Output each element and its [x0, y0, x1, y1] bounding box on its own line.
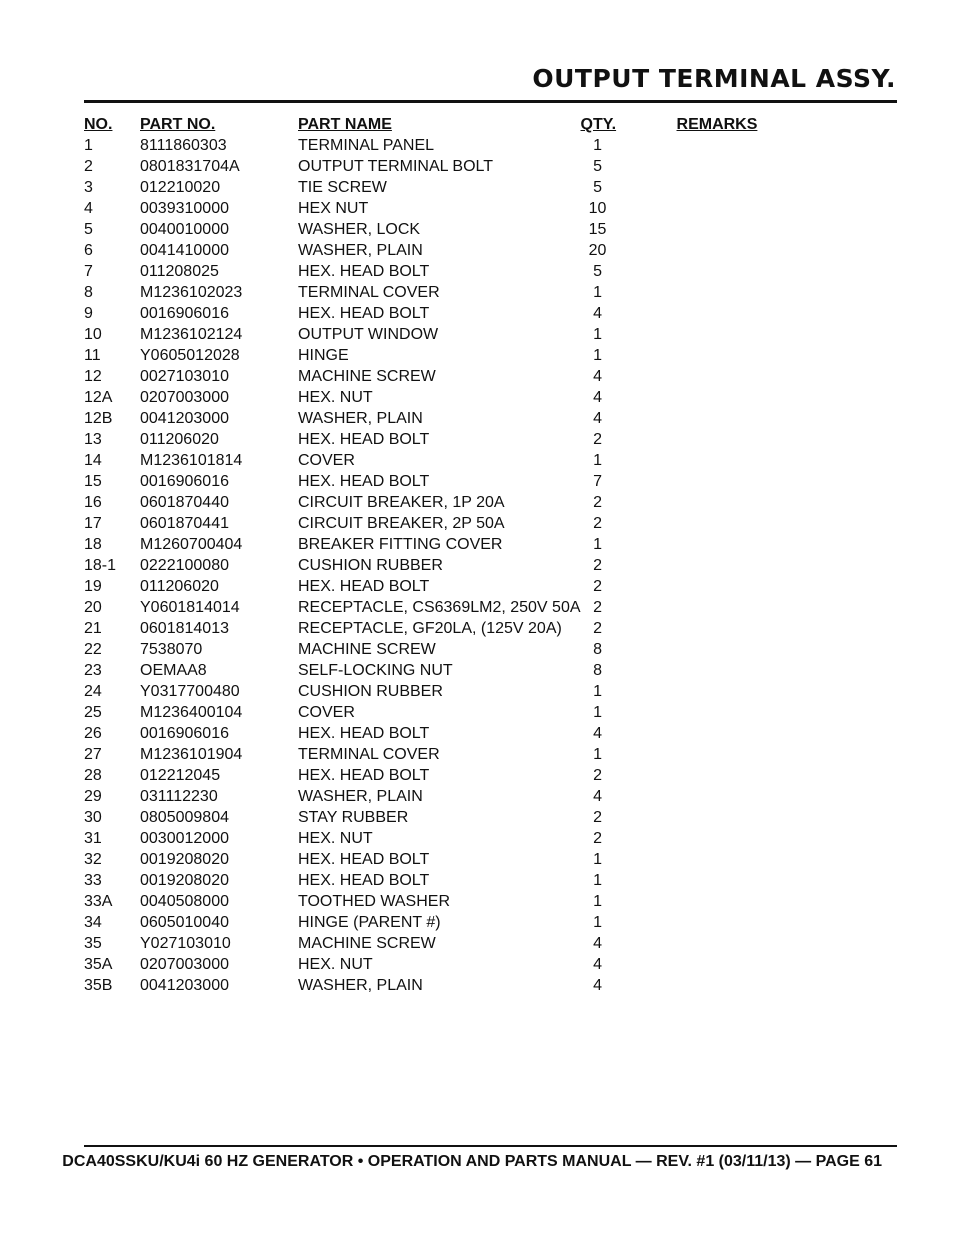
part-number-cell: 0040010000 [140, 221, 229, 238]
remarks-cell [677, 618, 797, 639]
table-row [84, 576, 797, 597]
part-name-cell: TERMINAL COVER [298, 746, 440, 763]
part-no-cell: 35A [84, 956, 113, 973]
table-row [84, 618, 797, 639]
remarks-cell [677, 303, 797, 324]
part-number-cell: 012212045 [140, 767, 221, 784]
table-row [84, 891, 797, 912]
parts-table [84, 114, 797, 996]
part-number-cell: 8111860303 [140, 137, 227, 154]
part-number-cell: 0016906016 [140, 305, 229, 322]
table-row [84, 513, 797, 534]
remarks-cell [677, 681, 797, 702]
qty-cell [581, 387, 677, 408]
remarks-cell [677, 576, 797, 597]
part-number-cell: M1236101904 [140, 746, 243, 763]
table-row [84, 240, 797, 261]
part-number-cell: 0207003000 [140, 389, 229, 406]
part-number-cell: 0207003000 [140, 956, 229, 973]
table-row [84, 933, 797, 954]
qty-value: 1 [593, 893, 602, 910]
qty-value: 15 [588, 221, 607, 238]
part-number-cell: 0805009804 [140, 809, 229, 826]
table-row [84, 429, 797, 450]
table-row [84, 807, 797, 828]
part-no-cell: 26 [84, 725, 102, 742]
part-number-cell: 0801831704A [140, 158, 240, 175]
part-number-cell: 0016906016 [140, 725, 229, 742]
part-no-cell: 3 [84, 179, 93, 196]
qty-cell [581, 513, 677, 534]
qty-value: 1 [593, 683, 602, 700]
part-name-cell: RECEPTACLE, GF20LA, (125V 20A) [298, 620, 562, 637]
remarks-cell [677, 282, 797, 303]
remarks-cell [677, 891, 797, 912]
remarks-cell [677, 975, 797, 996]
qty-value: 1 [593, 536, 602, 553]
part-name-cell: HEX. HEAD BOLT [298, 473, 430, 490]
part-no-cell: 9 [84, 305, 93, 322]
qty-value: 1 [593, 746, 602, 763]
table-row [84, 681, 797, 702]
part-number-cell: 0016906016 [140, 473, 229, 490]
remarks-cell [677, 597, 797, 618]
part-number-cell: 0041203000 [140, 410, 229, 427]
remarks-cell [677, 345, 797, 366]
part-no-cell: 35 [84, 935, 102, 952]
part-number-cell: 011206020 [140, 578, 219, 595]
parts-table-body [84, 135, 797, 996]
part-name-cell: WASHER, LOCK [298, 221, 421, 238]
remarks-cell [677, 723, 797, 744]
part-no-cell: 24 [84, 683, 102, 700]
table-row [84, 198, 797, 219]
qty-cell [581, 471, 677, 492]
part-name-cell: HEX. HEAD BOLT [298, 872, 430, 889]
part-no-cell: 22 [84, 641, 102, 658]
part-no-cell: 5 [84, 221, 93, 238]
table-row [84, 219, 797, 240]
qty-value: 4 [593, 977, 602, 994]
part-no-cell: 25 [84, 704, 102, 721]
header-qty: QTY. [580, 116, 617, 133]
part-no-cell: 12A [84, 389, 113, 406]
table-row [84, 366, 797, 387]
qty-cell [581, 555, 677, 576]
remarks-cell [677, 135, 797, 156]
part-no-cell: 12B [84, 410, 113, 427]
remarks-cell [677, 219, 797, 240]
qty-cell [581, 849, 677, 870]
part-number-cell: 0027103010 [140, 368, 229, 385]
header-part-name: PART NAME [298, 116, 392, 133]
part-name-cell: CIRCUIT BREAKER, 2P 50A [298, 515, 505, 532]
part-name-cell: HEX. NUT [298, 389, 373, 406]
qty-cell [581, 156, 677, 177]
qty-value: 1 [593, 137, 602, 154]
part-no-cell: 28 [84, 767, 102, 784]
qty-cell [581, 681, 677, 702]
qty-cell [581, 807, 677, 828]
part-name-cell: TIE SCREW [298, 179, 387, 196]
part-no-cell: 2 [84, 158, 93, 175]
part-name-cell: WASHER, PLAIN [298, 410, 423, 427]
qty-value: 2 [593, 578, 602, 595]
qty-cell [581, 891, 677, 912]
part-no-cell: 7 [84, 263, 93, 280]
part-name-cell: OUTPUT WINDOW [298, 326, 439, 343]
part-name-cell: HEX. NUT [298, 956, 373, 973]
qty-cell [581, 240, 677, 261]
table-row [84, 324, 797, 345]
remarks-cell [677, 177, 797, 198]
qty-cell [581, 933, 677, 954]
remarks-cell [677, 492, 797, 513]
qty-value: 1 [593, 704, 602, 721]
part-name-cell: MACHINE SCREW [298, 935, 436, 952]
remarks-cell [677, 240, 797, 261]
table-row [84, 555, 797, 576]
part-name-cell: HEX. HEAD BOLT [298, 767, 430, 784]
part-name-cell: HEX. HEAD BOLT [298, 578, 430, 595]
qty-cell [581, 135, 677, 156]
part-no-cell: 12 [84, 368, 102, 385]
qty-cell [581, 975, 677, 996]
qty-value: 4 [593, 410, 602, 427]
qty-cell [581, 660, 677, 681]
table-row [84, 177, 797, 198]
part-number-cell: 0601870441 [140, 515, 229, 532]
qty-cell [581, 954, 677, 975]
qty-cell [581, 408, 677, 429]
qty-value: 1 [593, 452, 602, 469]
part-no-cell: 35B [84, 977, 113, 994]
part-no-cell: 31 [84, 830, 102, 847]
part-name-cell: HEX. HEAD BOLT [298, 725, 430, 742]
qty-cell [581, 597, 677, 618]
part-no-cell: 29 [84, 788, 102, 805]
qty-value: 1 [593, 284, 602, 301]
table-row [84, 639, 797, 660]
qty-value: 8 [593, 641, 602, 658]
part-number-cell: 0041203000 [140, 977, 229, 994]
table-row [84, 870, 797, 891]
table-row [84, 660, 797, 681]
part-no-cell: 16 [84, 494, 102, 511]
table-row [84, 954, 797, 975]
remarks-cell [677, 954, 797, 975]
qty-value: 2 [593, 767, 602, 784]
qty-value: 8 [593, 662, 602, 679]
qty-value: 4 [593, 368, 602, 385]
qty-cell [581, 765, 677, 786]
table-row [84, 282, 797, 303]
table-row [84, 156, 797, 177]
header-remarks: REMARKS [676, 116, 758, 133]
table-row [84, 450, 797, 471]
qty-value: 1 [593, 914, 602, 931]
part-number-cell: 0040508000 [140, 893, 229, 910]
footer-rule [84, 1145, 897, 1147]
qty-value: 2 [593, 557, 602, 574]
qty-value: 1 [593, 851, 602, 868]
part-number-cell: M1260700404 [140, 536, 243, 553]
qty-cell [581, 912, 677, 933]
part-no-cell: 27 [84, 746, 102, 763]
remarks-cell [677, 849, 797, 870]
qty-value: 2 [593, 599, 602, 616]
part-number-cell: 011208025 [140, 263, 219, 280]
table-row [84, 471, 797, 492]
qty-cell [581, 177, 677, 198]
part-name-cell: TOOTHED WASHER [298, 893, 451, 910]
table-row [84, 387, 797, 408]
qty-value: 4 [593, 788, 602, 805]
part-name-cell: OUTPUT TERMINAL BOLT [298, 158, 493, 175]
part-name-cell: WASHER, PLAIN [298, 977, 423, 994]
qty-value: 2 [593, 515, 602, 532]
table-row [84, 723, 797, 744]
header-no: NO. [84, 116, 113, 133]
qty-value: 2 [593, 620, 602, 637]
remarks-cell [677, 471, 797, 492]
qty-cell [581, 702, 677, 723]
table-row [84, 849, 797, 870]
part-no-cell: 23 [84, 662, 102, 679]
part-no-cell: 30 [84, 809, 102, 826]
part-name-cell: RECEPTACLE, CS6369LM2, 250V 50A [298, 599, 581, 616]
part-number-cell: 0222100080 [140, 557, 229, 574]
part-no-cell: 1 [84, 137, 93, 154]
qty-cell [581, 870, 677, 891]
part-name-cell: TERMINAL PANEL [298, 137, 435, 154]
qty-value: 4 [593, 935, 602, 952]
remarks-cell [677, 198, 797, 219]
remarks-cell [677, 933, 797, 954]
part-name-cell: CUSHION RUBBER [298, 557, 443, 574]
remarks-cell [677, 786, 797, 807]
remarks-cell [677, 870, 797, 891]
part-name-cell: HEX. HEAD BOLT [298, 263, 430, 280]
qty-value: 4 [593, 956, 602, 973]
table-row [84, 534, 797, 555]
part-number-cell: M1236102023 [140, 284, 243, 301]
part-number-cell: Y0317700480 [140, 683, 240, 700]
part-no-cell: 8 [84, 284, 93, 301]
remarks-cell [677, 765, 797, 786]
table-row [84, 786, 797, 807]
table-row [84, 408, 797, 429]
part-number-cell: Y027103010 [140, 935, 231, 952]
qty-cell [581, 492, 677, 513]
part-name-cell: COVER [298, 452, 355, 469]
qty-cell [581, 198, 677, 219]
table-row [84, 261, 797, 282]
part-number-cell: 0030012000 [140, 830, 229, 847]
part-name-cell: HEX. HEAD BOLT [298, 431, 430, 448]
qty-value: 20 [588, 242, 607, 259]
qty-cell [581, 534, 677, 555]
part-name-cell: MACHINE SCREW [298, 641, 436, 658]
part-no-cell: 32 [84, 851, 102, 868]
part-name-cell: HEX. HEAD BOLT [298, 851, 430, 868]
part-number-cell: 0019208020 [140, 851, 229, 868]
part-no-cell: 18-1 [84, 557, 117, 574]
part-no-cell: 11 [84, 347, 101, 364]
part-number-cell: 0601814013 [140, 620, 229, 637]
qty-value: 2 [593, 830, 602, 847]
part-number-cell: M1236400104 [140, 704, 243, 721]
remarks-cell [677, 324, 797, 345]
table-row [84, 912, 797, 933]
part-no-cell: 34 [84, 914, 102, 931]
qty-cell [581, 345, 677, 366]
part-name-cell: WASHER, PLAIN [298, 788, 423, 805]
qty-value: 2 [593, 431, 602, 448]
remarks-cell [677, 744, 797, 765]
qty-cell [581, 429, 677, 450]
remarks-cell [677, 450, 797, 471]
remarks-cell [677, 366, 797, 387]
part-name-cell: HEX. HEAD BOLT [298, 305, 430, 322]
remarks-cell [677, 429, 797, 450]
qty-value: 5 [593, 179, 602, 196]
remarks-cell [677, 261, 797, 282]
qty-cell [581, 366, 677, 387]
table-row [84, 135, 797, 156]
remarks-cell [677, 828, 797, 849]
part-no-cell: 14 [84, 452, 102, 469]
part-no-cell: 19 [84, 578, 102, 595]
part-no-cell: 20 [84, 599, 102, 616]
part-name-cell: HEX NUT [298, 200, 369, 217]
qty-cell [581, 576, 677, 597]
qty-value: 10 [588, 200, 607, 217]
remarks-cell [677, 156, 797, 177]
part-number-cell: 0041410000 [140, 242, 229, 259]
part-name-cell: SELF-LOCKING NUT [298, 662, 453, 679]
remarks-cell [677, 702, 797, 723]
part-name-cell: CUSHION RUBBER [298, 683, 443, 700]
part-name-cell: TERMINAL COVER [298, 284, 440, 301]
qty-value: 1 [593, 326, 602, 343]
qty-cell [581, 828, 677, 849]
part-number-cell: 011206020 [140, 431, 219, 448]
part-number-cell: 0601870440 [140, 494, 229, 511]
table-row [84, 744, 797, 765]
qty-value: 5 [593, 158, 602, 175]
part-number-cell: 031112230 [140, 788, 218, 805]
part-no-cell: 6 [84, 242, 93, 259]
remarks-cell [677, 639, 797, 660]
qty-cell [581, 303, 677, 324]
remarks-cell [677, 513, 797, 534]
qty-cell [581, 219, 677, 240]
qty-cell [581, 324, 677, 345]
qty-cell [581, 261, 677, 282]
header-part-no: PART NO. [140, 116, 216, 133]
part-name-cell: MACHINE SCREW [298, 368, 436, 385]
remarks-cell [677, 555, 797, 576]
table-row [84, 975, 797, 996]
header-rule [84, 100, 897, 103]
page-title: OUTPUT TERMINAL ASSY. [532, 64, 896, 93]
table-row [84, 597, 797, 618]
part-number-cell: 7538070 [140, 641, 203, 658]
part-name-cell: BREAKER FITTING COVER [298, 536, 503, 553]
qty-value: 4 [593, 725, 602, 742]
part-no-cell: 21 [84, 620, 102, 637]
qty-cell [581, 450, 677, 471]
part-number-cell: OEMAA8 [140, 662, 207, 679]
part-no-cell: 10 [84, 326, 102, 343]
qty-cell [581, 744, 677, 765]
qty-cell [581, 786, 677, 807]
table-row [84, 303, 797, 324]
remarks-cell [677, 660, 797, 681]
part-name-cell: HINGE (PARENT #) [298, 914, 441, 931]
part-no-cell: 17 [84, 515, 102, 532]
qty-cell [581, 639, 677, 660]
part-name-cell: STAY RUBBER [298, 809, 409, 826]
qty-cell [581, 282, 677, 303]
part-number-cell: M1236102124 [140, 326, 243, 343]
part-number-cell: M1236101814 [140, 452, 243, 469]
qty-value: 5 [593, 263, 602, 280]
qty-value: 1 [593, 872, 602, 889]
part-name-cell: CIRCUIT BREAKER, 1P 20A [298, 494, 505, 511]
part-no-cell: 15 [84, 473, 102, 490]
part-number-cell: 0019208020 [140, 872, 229, 889]
page-footer: DCA40SSKU/KU4i 60 HZ GENERATOR • OPERATION AND PARTS MANUAL — REV. #1 (03/11/13) — PAGE 61 [62, 1153, 882, 1170]
part-no-cell: 4 [84, 200, 93, 217]
part-number-cell: 0605010040 [140, 914, 229, 931]
table-row [84, 492, 797, 513]
qty-value: 2 [593, 494, 602, 511]
remarks-cell [677, 408, 797, 429]
part-no-cell: 33 [84, 872, 102, 889]
remarks-cell [677, 534, 797, 555]
part-name-cell: WASHER, PLAIN [298, 242, 423, 259]
table-header-row [84, 114, 797, 135]
remarks-cell [677, 807, 797, 828]
part-name-cell: HEX. NUT [298, 830, 373, 847]
remarks-cell [677, 387, 797, 408]
remarks-cell [677, 912, 797, 933]
table-row [84, 702, 797, 723]
qty-cell [581, 618, 677, 639]
part-no-cell: 13 [84, 431, 102, 448]
table-row [84, 765, 797, 786]
part-number-cell: Y0605012028 [140, 347, 240, 364]
qty-value: 4 [593, 305, 602, 322]
part-number-cell: 012210020 [140, 179, 221, 196]
part-number-cell: Y0601814014 [140, 599, 240, 616]
qty-value: 4 [593, 389, 602, 406]
part-number-cell: 0039310000 [140, 200, 229, 217]
qty-value: 2 [593, 809, 602, 826]
qty-cell [581, 723, 677, 744]
part-name-cell: HINGE [298, 347, 349, 364]
table-row [84, 345, 797, 366]
qty-value: 1 [593, 347, 602, 364]
part-no-cell: 18 [84, 536, 102, 553]
part-no-cell: 33A [84, 893, 113, 910]
qty-value: 7 [593, 473, 602, 490]
table-row [84, 828, 797, 849]
part-name-cell: COVER [298, 704, 355, 721]
